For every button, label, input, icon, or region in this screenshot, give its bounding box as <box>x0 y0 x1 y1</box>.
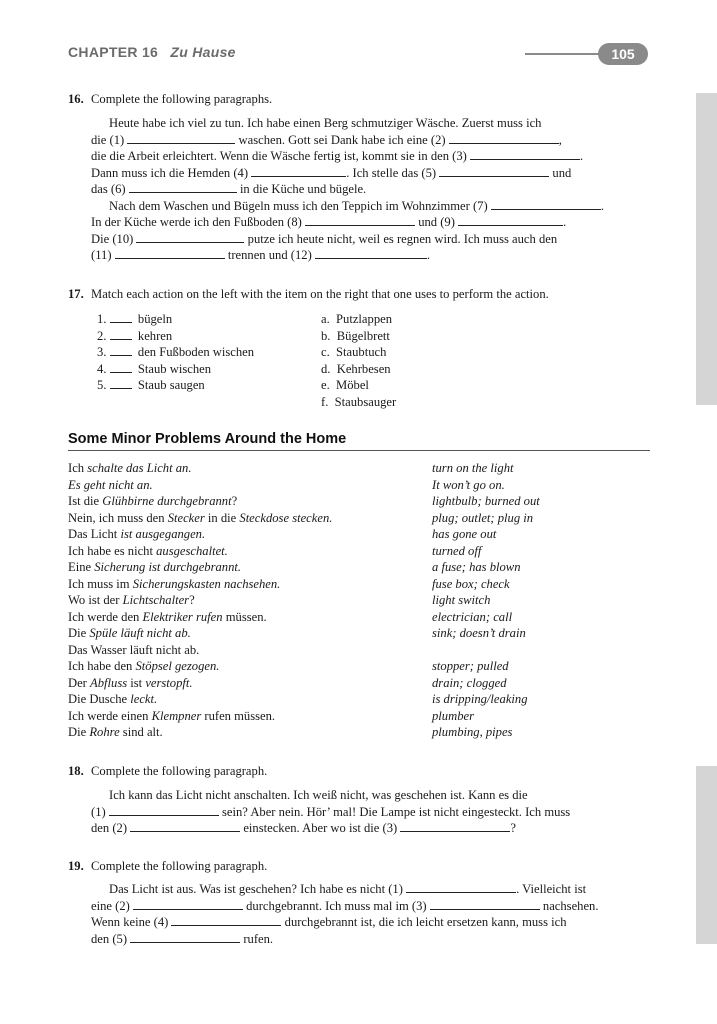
chapter-label: CHAPTER 16 <box>68 44 159 60</box>
answer-blank[interactable] <box>458 215 563 226</box>
vocab-english: plug; outlet; plug in <box>432 510 534 525</box>
match-right-item: b. Bügelbrett <box>321 328 390 343</box>
vocab-english: a fuse; has blown <box>432 560 521 574</box>
exercise-instruction: Complete the following paragraphs. <box>91 92 273 106</box>
vocab-german: Ich habe den Stöpsel gezogen. <box>68 659 220 673</box>
vocab-english: is dripping/leaking <box>432 692 528 706</box>
vocab-german: Die Spüle läuft nicht ab. <box>68 626 191 640</box>
paragraph-line: die (1) waschen. Gott sei Dank habe ich eine (2) , <box>91 133 562 147</box>
vocab-german: Die Dusche leckt. <box>68 692 158 706</box>
paragraph-line: den (5) rufen. <box>91 932 274 946</box>
answer-blank[interactable] <box>109 805 219 816</box>
answer-blank[interactable] <box>406 882 516 893</box>
match-left-item: 4. Staub wischen <box>97 361 212 376</box>
answer-blank[interactable] <box>110 312 132 323</box>
page-number-badge: 105 <box>598 43 648 65</box>
exercise-number: 16. <box>68 92 84 106</box>
paragraph-line: das (6) in die Küche und bügele. <box>91 182 367 196</box>
exercise-number: 19. <box>68 859 84 873</box>
running-header <box>68 44 236 60</box>
vocab-german: Ist die Glühbirne durchgebrannt? <box>68 494 238 508</box>
answer-blank[interactable] <box>133 899 243 910</box>
paragraph-line: den (2) einstecken. Aber wo ist die (3) ? <box>91 821 516 835</box>
vocab-english: electrician; call <box>432 609 513 624</box>
vocab-english: fuse box; check <box>432 576 510 591</box>
exercise-instruction: Match each action on the left with the item on the right that one uses to perform the action. <box>91 287 549 301</box>
vocab-english: stopper; pulled <box>432 659 509 673</box>
paragraph-line: Die (10) putze ich heute nicht, weil es regnen wird. Ich muss auch den <box>91 232 558 246</box>
answer-blank[interactable] <box>251 166 346 177</box>
answer-blank[interactable] <box>130 821 240 832</box>
paragraph-line: Ich kann das Licht nicht anschalten. Ich weiß nicht, was geschehen ist. Kann es die <box>109 788 528 802</box>
paragraph-line: Dann muss ich die Hemden (4) . Ich stelle das (5) und <box>91 166 572 180</box>
chapter-subtitle: Zu Hause <box>170 44 236 60</box>
answer-blank[interactable] <box>110 362 132 373</box>
vocab-german: Es geht nicht an. <box>68 477 153 492</box>
exercise-number: 17. <box>68 287 84 301</box>
answer-blank[interactable] <box>115 248 225 259</box>
answer-blank[interactable] <box>110 378 132 389</box>
answer-blank[interactable] <box>315 248 427 259</box>
vocab-german: Eine Sicherung ist durchgebrannt. <box>68 560 242 574</box>
edge-thumb-tab <box>696 93 717 405</box>
vocab-german: Ich werde einen Klempner rufen müssen. <box>68 708 276 723</box>
exercise-number: 18. <box>68 764 84 778</box>
vocab-german: Ich muss im Sicherungskasten nachsehen. <box>68 576 281 591</box>
answer-blank[interactable] <box>136 232 244 243</box>
match-left-item: 1. bügeln <box>97 312 173 326</box>
match-right-item: d. Kehrbesen <box>321 361 391 376</box>
exercise-instruction: Complete the following paragraph. <box>91 764 268 778</box>
match-right-item: f. Staubsauger <box>321 395 397 409</box>
vocab-german: Ich habe es nicht ausgeschaltet. <box>68 543 228 558</box>
vocab-german: Der Abfluss ist verstopft. <box>68 675 193 690</box>
answer-blank[interactable] <box>439 166 549 177</box>
exercise-instruction: Complete the following paragraph. <box>91 859 268 873</box>
vocab-english: plumbing, pipes <box>432 725 513 739</box>
answer-blank[interactable] <box>400 821 510 832</box>
answer-blank[interactable] <box>470 149 580 160</box>
paragraph-line: Wenn keine (4) durchgebrannt ist, die ich leicht ersetzen kann, muss ich <box>91 915 567 929</box>
answer-blank[interactable] <box>110 345 132 356</box>
match-left-item: 3. den Fußboden wischen <box>97 345 255 360</box>
match-right-item: c. Staubtuch <box>321 345 387 360</box>
vocab-german: Ich schalte das Licht an. <box>68 461 192 475</box>
answer-blank[interactable] <box>130 932 240 943</box>
vocab-english: turn on the light <box>432 461 514 475</box>
vocab-german: Die Rohre sind alt. <box>68 725 163 739</box>
paragraph-line: eine (2) durchgebrannt. Ich muss mal im (3) nachsehen. <box>91 899 599 913</box>
vocab-german: Das Licht ist ausgegangen. <box>68 527 206 541</box>
answer-blank[interactable] <box>127 133 235 144</box>
vocab-english: has gone out <box>432 527 497 541</box>
match-right-item: e. Möbel <box>321 378 369 393</box>
match-right-item: a. Putzlappen <box>321 312 393 326</box>
vocab-english: light switch <box>432 593 491 607</box>
paragraph-line: Nach dem Waschen und Bügeln muss ich den Teppich im Wohnzimmer (7) . <box>109 199 604 213</box>
paragraph-line: Heute habe ich viel zu tun. Ich habe einen Berg schmutziger Wäsche. Zuerst muss ich <box>109 116 542 130</box>
section-heading: Some Minor Problems Around the Home <box>68 431 347 447</box>
vocab-german: Ich werde den Elektriker rufen müssen. <box>68 609 267 624</box>
paragraph-line: (11) trennen und (12) . <box>91 248 431 262</box>
section-rule <box>68 450 650 451</box>
vocab-english: lightbulb; burned out <box>432 494 540 508</box>
paragraph-line: In der Küche werde ich den Fußboden (8) und (9) . <box>91 215 567 229</box>
answer-blank[interactable] <box>110 329 132 340</box>
vocab-english: drain; clogged <box>432 675 507 690</box>
edge-thumb-tab <box>696 766 717 944</box>
vocab-english: turned off <box>432 543 482 558</box>
answer-blank[interactable] <box>491 199 601 210</box>
answer-blank[interactable] <box>449 133 559 144</box>
answer-blank[interactable] <box>171 915 281 926</box>
answer-blank[interactable] <box>430 899 540 910</box>
paragraph-line: die die Arbeit erleichtert. Wenn die Wäsche fertig ist, kommt sie in den (3) . <box>91 149 584 163</box>
header-rule <box>525 53 609 55</box>
vocab-english: plumber <box>432 708 474 723</box>
vocab-english: sink; doesn’t drain <box>432 626 526 640</box>
vocab-german: Das Wasser läuft nicht ab. <box>68 642 200 657</box>
answer-blank[interactable] <box>305 215 415 226</box>
vocab-german: Wo ist der Lichtschalter? <box>68 593 195 607</box>
paragraph-line: Das Licht ist aus. Was ist geschehen? Ich habe es nicht (1) . Vielleicht ist <box>109 882 587 896</box>
answer-blank[interactable] <box>129 182 237 193</box>
match-left-item: 2. kehren <box>97 328 173 343</box>
match-left-item: 5. Staub saugen <box>97 378 205 393</box>
paragraph-line: (1) sein? Aber nein. Hör’ mal! Die Lampe ist nicht eingesteckt. Ich muss <box>91 805 571 819</box>
vocab-english: It won’t go on. <box>432 477 505 492</box>
vocab-german: Nein, ich muss den Stecker in die Steckdose stecken. <box>68 510 333 525</box>
